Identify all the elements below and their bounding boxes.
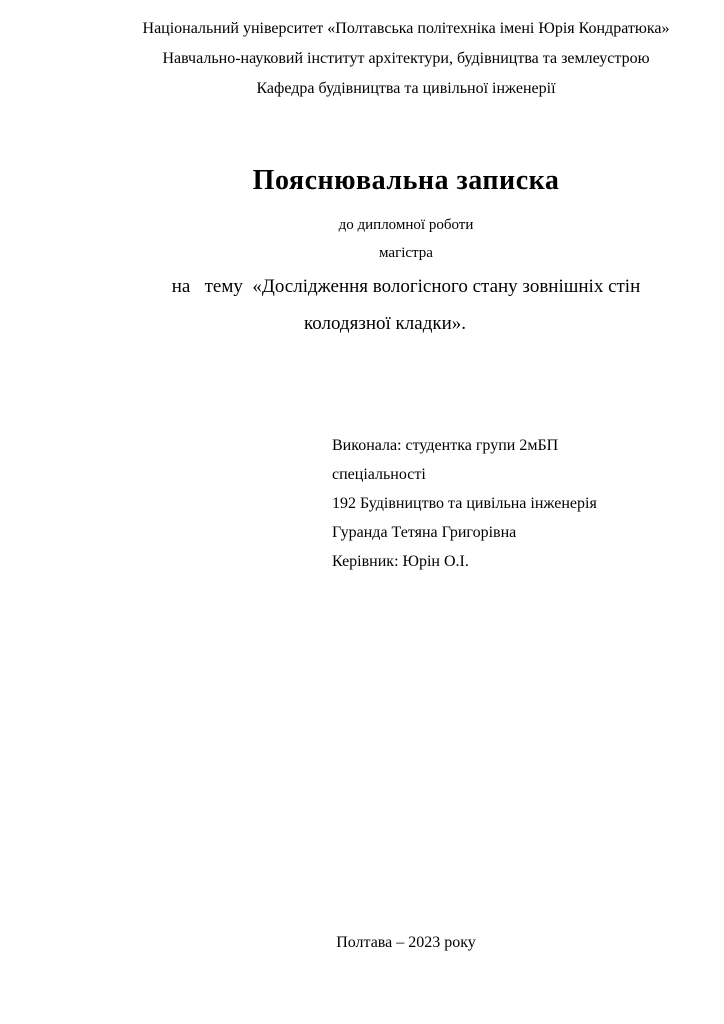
thesis-topic-block <box>120 268 692 342</box>
specialty-label-line: спеціальності <box>332 466 426 483</box>
page-title: Пояснювальна записка <box>252 165 560 196</box>
university-name: Національний університет «Полтавська політехніка імені Юрія Кондратюка» <box>142 20 670 37</box>
footer-city-year: Полтава – 2023 року <box>336 934 476 951</box>
institute-name: Навчально-науковий інститут архітектури, будівництва та землеустрою <box>162 50 650 67</box>
document-header <box>120 14 692 104</box>
performer-line: Виконала: студентка групи 2мБП <box>332 437 559 454</box>
work-type-line: до дипломної роботи <box>338 217 474 233</box>
thesis-topic-line-2: колодязної кладки». <box>303 313 467 334</box>
department-name: Кафедра будівництва та цивільної інженерії <box>256 80 556 97</box>
executor-block <box>332 431 597 576</box>
degree-line: магістра <box>379 245 433 261</box>
student-name-line: Гуранда Тетяна Григорівна <box>332 524 517 541</box>
thesis-topic-line-1: на тему «Дослідження вологісного стану зовнішніх стін <box>171 276 641 297</box>
supervisor-line: Керівник: Юрін О.І. <box>332 553 469 570</box>
specialty-code-line: 192 Будівництво та цивільна інженерія <box>332 495 597 512</box>
subtitle-block <box>120 211 692 267</box>
